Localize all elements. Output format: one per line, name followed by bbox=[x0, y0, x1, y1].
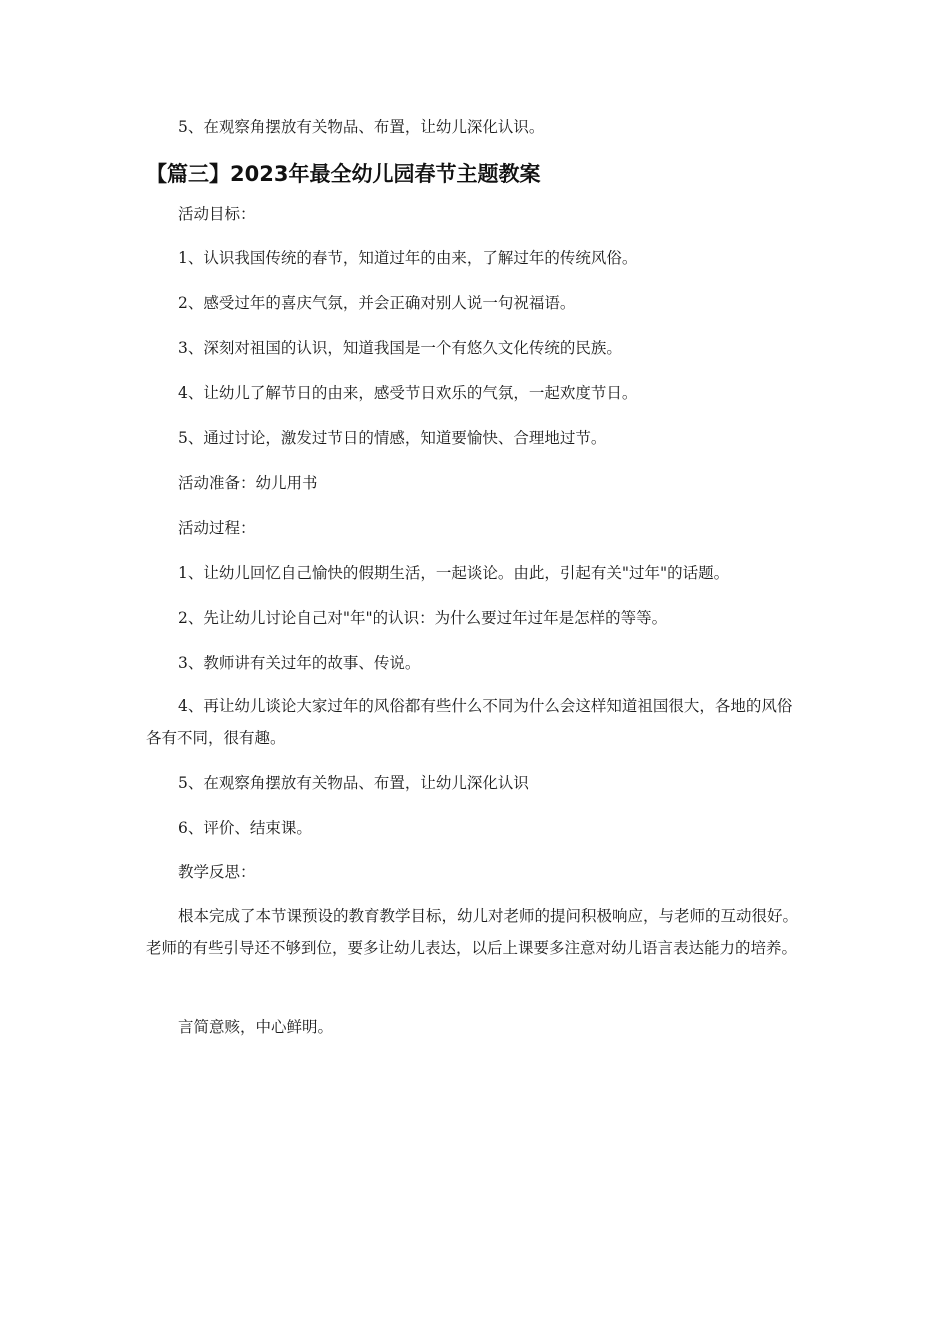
goal-item: 3、深刻对祖国的认识，知道我国是一个有悠久文化传统的民族。 bbox=[178, 339, 622, 357]
process-label: 活动过程： bbox=[178, 519, 256, 537]
goal-item: 5、通过讨论，激发过节日的情感，知道要愉快、合理地过节。 bbox=[178, 429, 607, 447]
summary-text: 言简意赅，中心鲜明。 bbox=[178, 1018, 334, 1036]
process-item: 5、在观察角摆放有关物品、布置，让幼儿深化认识 bbox=[178, 774, 529, 792]
section-heading: 【篇三】2023年最全幼儿园春节主题教案 bbox=[146, 162, 541, 186]
prev-section-last-item: 5、在观察角摆放有关物品、布置，让幼儿深化认识。 bbox=[178, 118, 545, 136]
goal-item: 4、让幼儿了解节日的由来，感受节日欢乐的气氛，一起欢度节日。 bbox=[178, 384, 638, 402]
process-item: 3、教师讲有关过年的故事、传说。 bbox=[178, 654, 421, 672]
reflection-paragraph: 根本完成了本节课预设的教育教学目标，幼儿对老师的提问积极响应，与老师的互动很好。老师的有些引导还不够到位，要多让幼儿表达，以后上课要多注意对幼儿语言表达能力的培养。 bbox=[146, 907, 799, 957]
process-item: 1、让幼儿回忆自己愉快的假期生活，一起谈论。由此，引起有关"过年"的话题。 bbox=[178, 564, 730, 582]
goals-label: 活动目标： bbox=[178, 205, 256, 223]
goal-item: 2、感受过年的喜庆气氛，并会正确对别人说一句祝福语。 bbox=[178, 294, 576, 312]
process-item: 6、评价、结束课。 bbox=[178, 819, 312, 837]
goal-item: 1、认识我国传统的春节，知道过年的由来，了解过年的传统风俗。 bbox=[178, 249, 638, 267]
reflection-label: 教学反思： bbox=[178, 863, 256, 881]
process-item: 2、先让幼儿讨论自己对"年"的认识：为什么要过年过年是怎样的等等。 bbox=[178, 609, 668, 627]
process-item: 4、再让幼儿谈论大家过年的风俗都有些什么不同为什么会这样知道祖国很大，各地的风俗各有不同，很有趣。 bbox=[146, 697, 793, 747]
activity-prep: 活动准备：幼儿用书 bbox=[178, 474, 318, 492]
